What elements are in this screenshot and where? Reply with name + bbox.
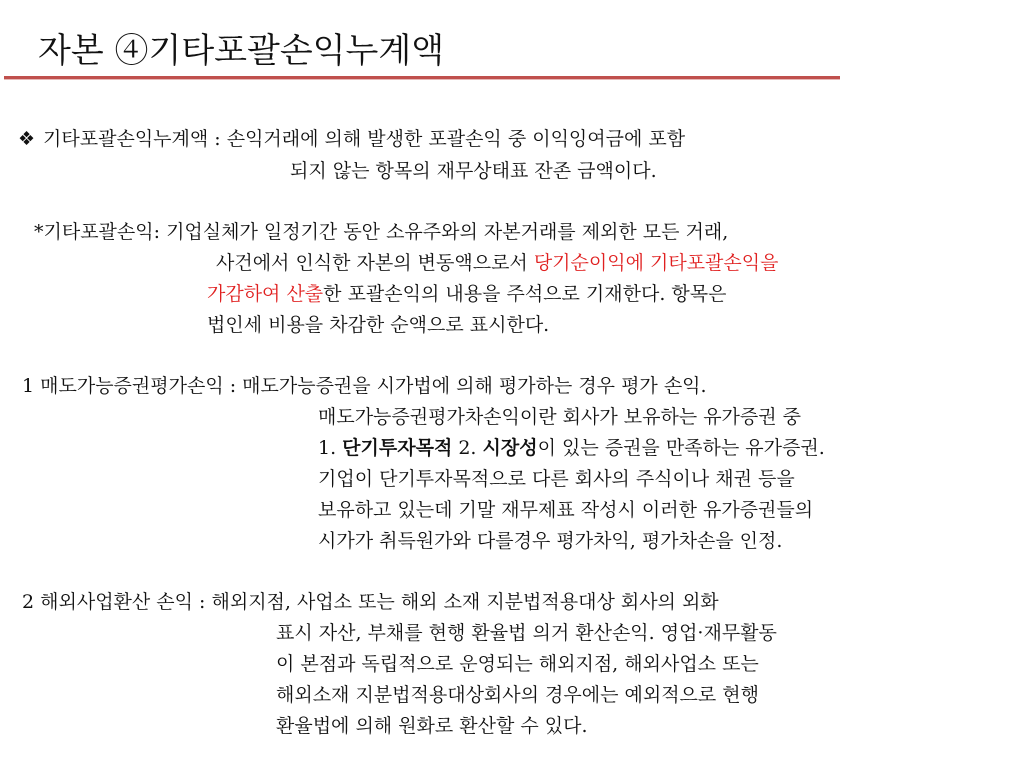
title-underline-shadow bbox=[4, 79, 840, 80]
item2-line-4: 해외소재 지분법적용대상회사의 경우에는 예외적으로 현행 bbox=[276, 684, 760, 706]
slide-title: 자본 ④기타포괄손익누계액 bbox=[38, 31, 445, 71]
item1-line-2: 매도가능증권평가차손익이란 회사가 보유하는 유가증권 중 bbox=[318, 406, 802, 428]
item2-line-5: 환율법에 의해 원화로 환산할 수 있다. bbox=[276, 715, 588, 737]
diamond-bullet-icon: ❖ bbox=[18, 128, 36, 150]
item2-line-3: 이 본점과 독립적으로 운영되는 해외지점, 해외사업소 또는 bbox=[276, 653, 759, 675]
definition-line-2: 되지 않는 항목의 재무상태표 잔존 금액이다. bbox=[290, 160, 657, 182]
item1-line-3-num1: 1. bbox=[318, 437, 343, 459]
note-line-3-highlight: 가감하여 산출 bbox=[207, 283, 324, 305]
item1-line-3-num2: 2. bbox=[452, 437, 483, 459]
note-line-3-plain: 한 포괄손익의 내용을 주석으로 기재한다. 항목은 bbox=[323, 283, 727, 305]
note-line-3 bbox=[207, 281, 727, 308]
definition-text-1: 기타포괄손익누계액 : 손익거래에 의해 발생한 포괄손익 중 이익잉여금에 포함 bbox=[43, 128, 686, 150]
item1-line-3-rest: 이 있는 증권을 만족하는 유가증권. bbox=[537, 437, 825, 459]
item1-line-3 bbox=[318, 435, 825, 462]
definition-line-1 bbox=[18, 126, 685, 153]
item1-line-4: 기업이 단기투자목적으로 다른 회사의 주식이나 채권 등을 bbox=[318, 468, 795, 490]
item1-line-5: 보유하고 있는데 기말 재무제표 작성시 이러한 유가증권들의 bbox=[318, 499, 814, 521]
item1-line-6: 시가가 취득원가와 다를경우 평가차익, 평가차손을 인정. bbox=[318, 530, 783, 552]
note-line-2-plain: 사건에서 인식한 자본의 변동액으로서 bbox=[216, 252, 534, 274]
item1-line-1: 1 매도가능증권평가손익 : 매도가능증권을 시가법에 의해 평가하는 경우 평가 손익. bbox=[22, 375, 707, 397]
item2-line-2: 표시 자산, 부채를 현행 환율법 의거 환산손익. 영업·재무활동 bbox=[276, 622, 777, 644]
item1-line-3-bold2: 시장성 bbox=[482, 437, 538, 459]
note-line-1: *기타포괄손익: 기업실체가 일정기간 동안 소유주와의 자본거래를 제외한 모든 거래, bbox=[34, 221, 729, 243]
item2-line-1: 2 해외사업환산 손익 : 해외지점, 사업소 또는 해외 소재 지분법적용대상 회사의 외화 bbox=[22, 591, 719, 613]
note-line-4: 법인세 비용을 차감한 순액으로 표시한다. bbox=[207, 314, 550, 336]
note-line-2 bbox=[216, 250, 778, 277]
note-line-2-highlight: 당기순이익에 기타포괄손익을 bbox=[533, 252, 779, 274]
item1-line-3-bold1: 단기투자목적 bbox=[342, 437, 453, 459]
